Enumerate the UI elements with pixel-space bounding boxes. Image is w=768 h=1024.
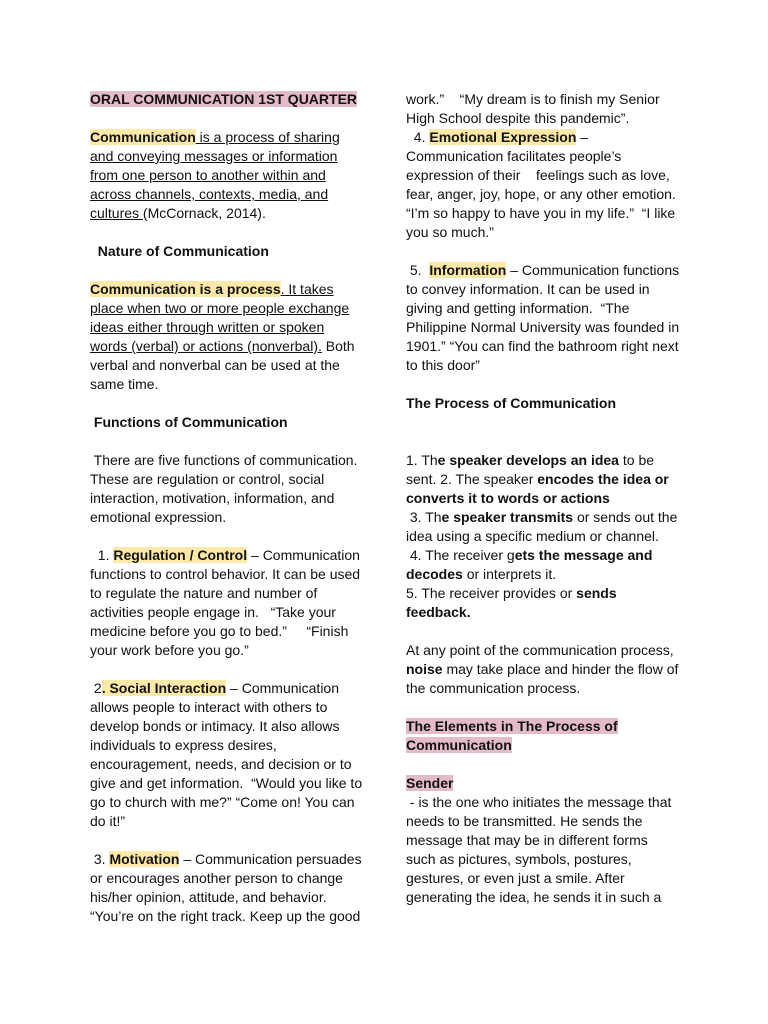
noise-paragraph: At any point of the communication process, noise may take place and hinder the flow of the communication process. — [406, 642, 679, 696]
functions-heading: Functions of Communication — [90, 414, 288, 430]
document-title: ORAL COMMUNICATION 1ST QUARTER — [90, 91, 358, 107]
function-information: 5. Information – Communication functions to convey information. It can be used in giving and getting information. “The Philippine Normal University was founded in 1901.” “You can find the bathroom right next to this door” — [406, 262, 680, 373]
sender-paragraph: - is the one who initiates the message that needs to be transmitted. He sends the message that may be in different forms such as pictures, symbols, postures, gestures, or even just a smile. After generating the idea, he sends it in such a — [406, 794, 672, 905]
function-regulation: 1. Regulation / Control – Communication functions to control behavior. It can be used to regulate the nature and number of activities people engage in. “Take your medicine before you go to bed.” “Finish your work before you go.” — [90, 547, 361, 658]
sender-heading: Sender — [406, 775, 454, 791]
function-motivation: 3. Motivation – Communication persuades or encourages another person to change his/her opinion, attitude, and behavior. “You’re on the right track. Keep up the good — [90, 851, 362, 924]
nature-paragraph: Communication is a process. It takes place when two or more people exchange ideas either through written or spoken words (verbal) or actions (nonverbal). Both verbal and nonverbal can be used at the same time. — [90, 281, 355, 392]
right-column — [406, 90, 686, 907]
motivation-continued: work.” “My dream is to finish my Senior High School despite this pandemic”. — [406, 91, 660, 126]
left-column — [90, 90, 366, 926]
function-emotional-expression: 4. Emotional Expression – Communication facilitates people’s expression of their feelings such as love, fear, anger, joy, hope, or any other emotion. “I’m so happy to have you in my life.” “I like you so much.” — [406, 129, 676, 240]
process-heading: The Process of Communication — [406, 395, 617, 411]
definition-paragraph: Communication is a process of sharing and conveying messages or information from one person to another within and across channels, contexts, media, and cultures (McCornack, 2014). — [90, 129, 340, 221]
nature-heading: Nature of Communication — [90, 243, 269, 259]
function-social-interaction: 2. Social Interaction – Communication allows people to interact with others to develop bonds or intimacy. It also allows individuals to express desires, encouragement, needs, and decision or to give and get information. “Would you like to go to church with me?” “Come on! You can do it!” — [90, 680, 363, 829]
elements-heading: The Elements in The Process of Communication — [406, 718, 618, 753]
process-steps: 1. The speaker develops an idea to be sent. 2. The speaker encodes the idea or converts it to words or actions 3. The speaker transmits or sends out the idea using a specific medium or channel. 4. The receiver gets the message and decodes or interprets it. 5. The receiver provides or sends feedback. — [406, 452, 678, 620]
functions-intro: There are five functions of communication. These are regulation or control, social interaction, motivation, information, and emotional expression. — [90, 452, 358, 525]
